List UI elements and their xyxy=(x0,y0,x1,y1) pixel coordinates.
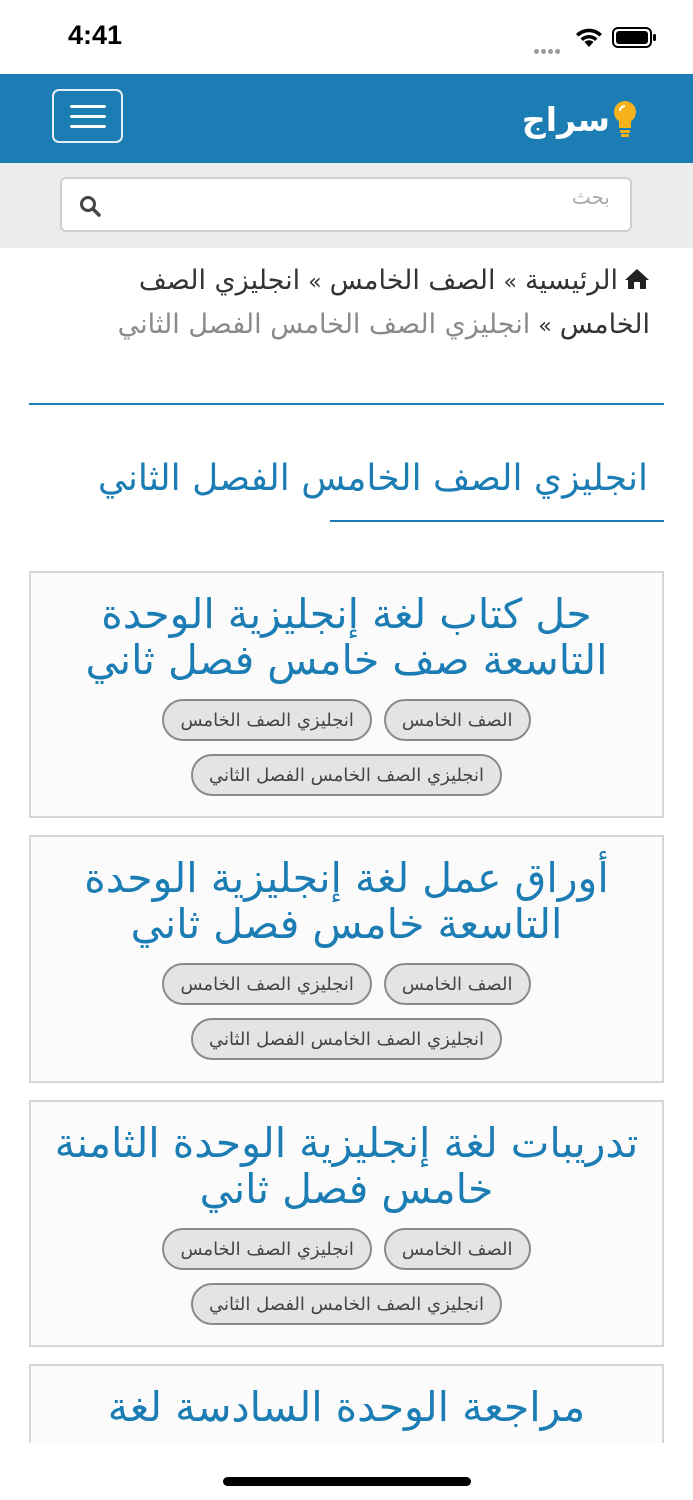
breadcrumb xyxy=(40,260,650,348)
breadcrumb-home[interactable]: الرئيسية xyxy=(525,265,618,296)
tag-subject[interactable]: انجليزي الصف الخامس xyxy=(162,963,371,1005)
article-card xyxy=(29,1364,664,1443)
breadcrumb-divider xyxy=(29,403,664,405)
breadcrumb-grade[interactable]: الصف الخامس xyxy=(329,265,496,296)
search-icon[interactable] xyxy=(78,194,102,218)
hamburger-line xyxy=(70,125,106,128)
signal-icon xyxy=(534,39,566,45)
tag-term[interactable]: انجليزي الصف الخامس الفصل الثاني xyxy=(191,1283,502,1325)
breadcrumb-current: انجليزي الصف الخامس الفصل الثاني xyxy=(117,309,531,340)
article-title-link[interactable]: أوراق عمل لغة إنجليزية الوحدة التاسعة خامس فصل ثاني xyxy=(84,854,609,948)
tag-term[interactable]: انجليزي الصف الخامس الفصل الثاني xyxy=(191,754,502,796)
article-title-link[interactable]: مراجعة الوحدة السادسة لغة xyxy=(107,1383,586,1431)
logo-text: سراج xyxy=(521,99,610,139)
article-card xyxy=(29,571,664,818)
tag-term[interactable]: انجليزي الصف الخامس الفصل الثاني xyxy=(191,1018,502,1060)
home-icon[interactable] xyxy=(624,267,650,291)
breadcrumb-separator: » xyxy=(503,270,517,295)
lightbulb-icon xyxy=(612,99,638,139)
breadcrumb-separator: » xyxy=(538,314,552,339)
breadcrumb-separator: » xyxy=(308,270,322,295)
site-logo[interactable] xyxy=(522,94,638,144)
tag-list xyxy=(31,699,662,809)
search-input[interactable] xyxy=(60,177,632,232)
app-header xyxy=(0,74,693,163)
tag-subject[interactable]: انجليزي الصف الخامس xyxy=(162,699,371,741)
status-time: 4:41 xyxy=(68,20,123,50)
title-underline xyxy=(330,520,664,522)
main-content xyxy=(0,248,693,1443)
hamburger-line xyxy=(70,115,106,118)
page-title: انجليزي الصف الخامس الفصل الثاني xyxy=(97,458,648,499)
article-card xyxy=(29,835,664,1083)
tag-subject[interactable]: انجليزي الصف الخامس xyxy=(162,1228,371,1270)
hamburger-icon xyxy=(70,105,106,108)
status-bar xyxy=(0,0,693,74)
article-title-link[interactable]: حل كتاب لغة إنجليزية الوحدة التاسعة صف خامس فصل ثاني xyxy=(85,590,608,684)
battery-icon xyxy=(612,27,658,48)
search-area xyxy=(0,163,693,248)
tag-list xyxy=(31,1228,662,1338)
tag-grade[interactable]: الصف الخامس xyxy=(384,699,531,741)
menu-button[interactable] xyxy=(52,89,123,143)
tag-grade[interactable]: الصف الخامس xyxy=(384,1228,531,1270)
tag-grade[interactable]: الصف الخامس xyxy=(384,963,531,1005)
article-title-link[interactable]: تدريبات لغة إنجليزية الوحدة الثامنة خامس فصل ثاني xyxy=(54,1119,639,1213)
home-indicator[interactable] xyxy=(223,1477,471,1486)
wifi-icon xyxy=(574,26,604,48)
tag-list xyxy=(31,963,662,1073)
breadcrumb-subject[interactable]: انجليزي الصف الخامس xyxy=(138,265,650,340)
search-placeholder: بحث xyxy=(571,185,610,209)
article-card xyxy=(29,1100,664,1347)
home-bar-area xyxy=(0,1443,693,1500)
